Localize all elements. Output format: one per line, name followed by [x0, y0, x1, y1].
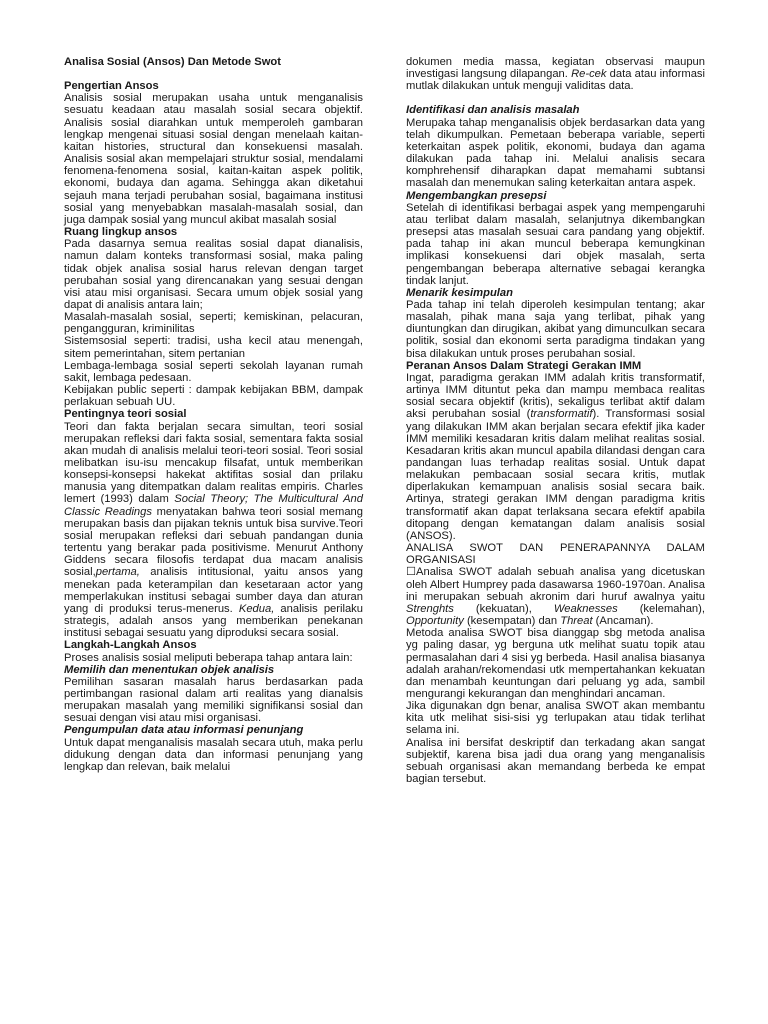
paragraph-memilih-objek: Pemilihan sasaran masalah harus berdasarkan pada pertimbangan rasional dalam arti realitas yang dianalsis merupakan masalah yang memiliki signifikansi sosial dan sesuai dengan visi atau misi organisasi. [64, 675, 363, 725]
paragraph-swot-metoda: Metoda analisa SWOT bisa dianggap sbg metoda analisa yg paling dasar, yg berguna utk melihat suatu topik atau permasalahan dari 4 sisi yg berbeda. Hasil analisa biasanya adalah arahan/rekomendasi utk mempertahankan kekuatan dan menambah keuntungan dari peluang yg ada, sambil mengurangi kekurangan dan menghindari ancaman. [406, 627, 705, 700]
book-title: Social Theory; The Multicultural And Classic Readings [64, 493, 364, 518]
list-item-kebijakan-public: Kebijakan public seperti : dampak kebijakan BBM, dampak perlakuan sebuah UU. [64, 384, 363, 409]
list-item-lembaga-sosial: Lembaga-lembaga sosial seperti sekolah layanan rumah sakit, lembaga pedesaan. [64, 359, 363, 384]
paragraph-pengumpulan-continued: dokumen media massa, kegiatan observasi maupun investigasi langsung dilapangan. Re-cek data atau informasi mutlak dilakukan untuk menguji validitas data. [406, 56, 705, 93]
paragraph-peranan-ansos: Ingat, paradigma gerakan IMM adalah kritis transformatif, artinya IMM dituntut peka dan mampu membaca realitas sosial secara objektif (kritis), sekaligus terlibat aktif dalam aksi perubahan sosial (transformatif). Transformasi sosial yang dilakukan IMM akan berjalan secara efektif jika kader IMM memiliki kesadaran kritis dalam melihat realitas sosial. Kesadaran kritis akan muncul apabila dilandasi dengan cara pandangan luas terhadap realitas sosial. Untuk dapat melakukan pembacaan sosial secara kritis, mutlak diperlakukan kemampuan analisis sosial secara baik. Artinya, strategi gerakan IMM dengan paradigma kritis transformatif akan dapat terlaksana secara efektif apabila ditopang dengan kematangan dalam analisis sosial (ANSOS). [406, 371, 705, 542]
heading-pengumpulan-data: Pengumpulan data atau informasi penunjang [64, 724, 304, 737]
heading-langkah-langkah: Langkah-Langkah Ansos [64, 639, 197, 652]
paragraph-pengertian: Analisis sosial merupakan usaha untuk menganalisis sesuatu keadaan atau masalah sosial secara objektif. Analisis sosial diarahkan untuk memperoleh gambaran lengkap mengenai situasi sosial dengan menelaah kaitan-kaitan histories, structural dan konsekuensi masalah. Analisis sosial akan mempelajari struktur sosial, mendalami fenomena-fenomena sosial, kaitan-kaitan aspek politik, ekonomi, budaya dan agama. Sehingga akan diketahui sejauh mana terjadi perubahan sosial, bagaimana institusi sosial yang menyebabkan masalah-masalah sosial, dan juga dampak sosial yang muncul akibat masalah sosial [64, 92, 363, 226]
heading-pentingnya-teori: Pentingnya teori sosial [64, 408, 187, 421]
paragraph-swot-intro: ☐Analisa SWOT adalah sebuah analisa yang dicetuskan oleh Albert Humprey pada dasawarsa 1960-1970an. Analisa ini merupakan sebuah akronim dari huruf awalnya yaitu Strenghts (kekuatan), Weaknesses (kelemahan), Opportunity (kesempatan) dan Threat (Ancaman). [406, 566, 705, 628]
heading-pengertian: Pengertian Ansos [64, 80, 159, 93]
heading-menarik-kesimpulan: Menarik kesimpulan [406, 286, 513, 299]
heading-mengembangkan-presepsi: Mengembangkan presepsi [406, 189, 547, 202]
right-column [406, 56, 705, 785]
paragraph-swot-deskriptif: Analisa ini bersifat deskriptif dan terkadang akan sangat subjektif, karena bisa jadi dua orang yang menganalisis sebuah organisasi akan memandang berbeda ke empat bagian tersebut. [406, 736, 705, 786]
list-item-masalah-sosial: Masalah-masalah sosial, seperti; kemiskinan, pelacuran, pengangguran, kriminilitas [64, 311, 363, 336]
paragraph-pentingnya-teori: Teori dan fakta berjalan secara simultan, teori sosial merupakan refleksi dari fakta sosial, sementara fakta sosial akan mudah di analisis melalui teori-teori sosial. Teori sosial melibatkan isu-isu mencakup filsafat, untuk memberikan konsepsi-konsepsi hakekat aktifitas sosial dan prilaku manusia yang ditempatkan dalam realitas empiris. Charles lemert (1993) dalam Social Theory; The Multicultural And Classic Readings menyatakan bahwa teori sosial memang merupakan basis dan pijakan teknis untuk bisa survive.Teori sosial merupakan refleksi dari sebuah pandangan dunia tertentu yang berakar pada positivisme. Menurut Anthony Giddens secara filosofis terdapat dua macam analisis sosial,pertama, analisis intitusional, yaitu ansos yang menekan pada keterampilan dan kesetaraan actor yang memperlakukan institusi sebagai sumber daya dan aturan yang di produksi terus-menerus. Kedua, analisis perilaku strategis, adalah ansos yang memberikan penekanan institusi sebagai sesuatu yang diproduksi secara sosial. [64, 420, 364, 640]
paragraph-swot-benar: Jika digunakan dgn benar, analisa SWOT akan membantu kita utk melihat sisi-sisi yg terlupakan atau tidak terlihat selama ini. [406, 700, 705, 737]
left-column [64, 56, 363, 773]
paragraph-menarik-kesimpulan: Pada tahap ini telah diperoleh kesimpulan tentang; akar masalah, pihak mana saja yang terlibat, pihak yang diuntungkan dan dirugikan, akibat yang dimunculkan secara politik, sosial dan ekonomi serta paradigma tindakan yang bisa dilakukan untuk proses perubahan sosial. [406, 298, 705, 360]
heading-analisa-swot: ANALISA SWOT DAN PENERAPANNYA DALAM ORGANISASI [406, 542, 705, 567]
paragraph-pengumpulan-data: Untuk dapat menganalisis masalah secara utuh, maka perlu didukung dengan data dan informasi penunjang yang lengkap dan relevan, baik melalui [64, 736, 363, 773]
paragraph-identifikasi: Merupaka tahap menganalisis objek berdasarkan data yang telah dikumpulkan. Pemetaan beberapa variable, seperti keterkaitan aspek politik, ekonomi, budaya dan agama dilakukan pada tahap ini. Melalui analisis secara komphrehensif diharapkan dapat memahami subtansi masalah dan menemukan saling keterkaitan antara aspek. [406, 116, 705, 190]
document-title: Analisa Sosial (Ansos) Dan Metode Swot [64, 56, 281, 68]
heading-identifikasi: Identifikasi dan analisis masalah [406, 104, 580, 117]
paragraph-mengembangkan-presepsi: Setelah di identifikasi berbagai aspek yang mempengaruhi atau terlibat dalam masalah, selanjutnya dikembangkan presepsi atas masalah sesuai cara pandang yang objektif. pada tahap ini akan muncul beberapa kemungkinan implikasi konsekuensi dari objek masalah, serta pengembangan beberapa alternative sebagai kerangka tindak lanjut. [406, 201, 705, 287]
heading-memilih-objek: Memilih dan menentukan objek analisis [64, 663, 275, 676]
list-item-sistem-sosial: Sistemsosial seperti: tradisi, usha kecil atau menengah, sitem pemerintahan, sitem pertanian [64, 335, 363, 360]
paragraph-ruang-lingkup: Pada dasarnya semua realitas sosial dapat dianalisis, namun dalam konteks transformasi sosial, maka paling tidak objek analisa sosial harus relevan dengan target perubahan sosial yang direncanakan yang sesuai dengan visi atau misi organisasi. Secara umum objek sosial yang dapat di analisis antara lain; [64, 238, 363, 311]
heading-peranan-ansos: Peranan Ansos Dalam Strategi Gerakan IMM [406, 359, 642, 372]
paragraph-langkah: Proses analisis sosial meliputi beberapa tahap antara lain: [64, 651, 353, 664]
heading-ruang-lingkup: Ruang lingkup ansos [64, 226, 178, 239]
